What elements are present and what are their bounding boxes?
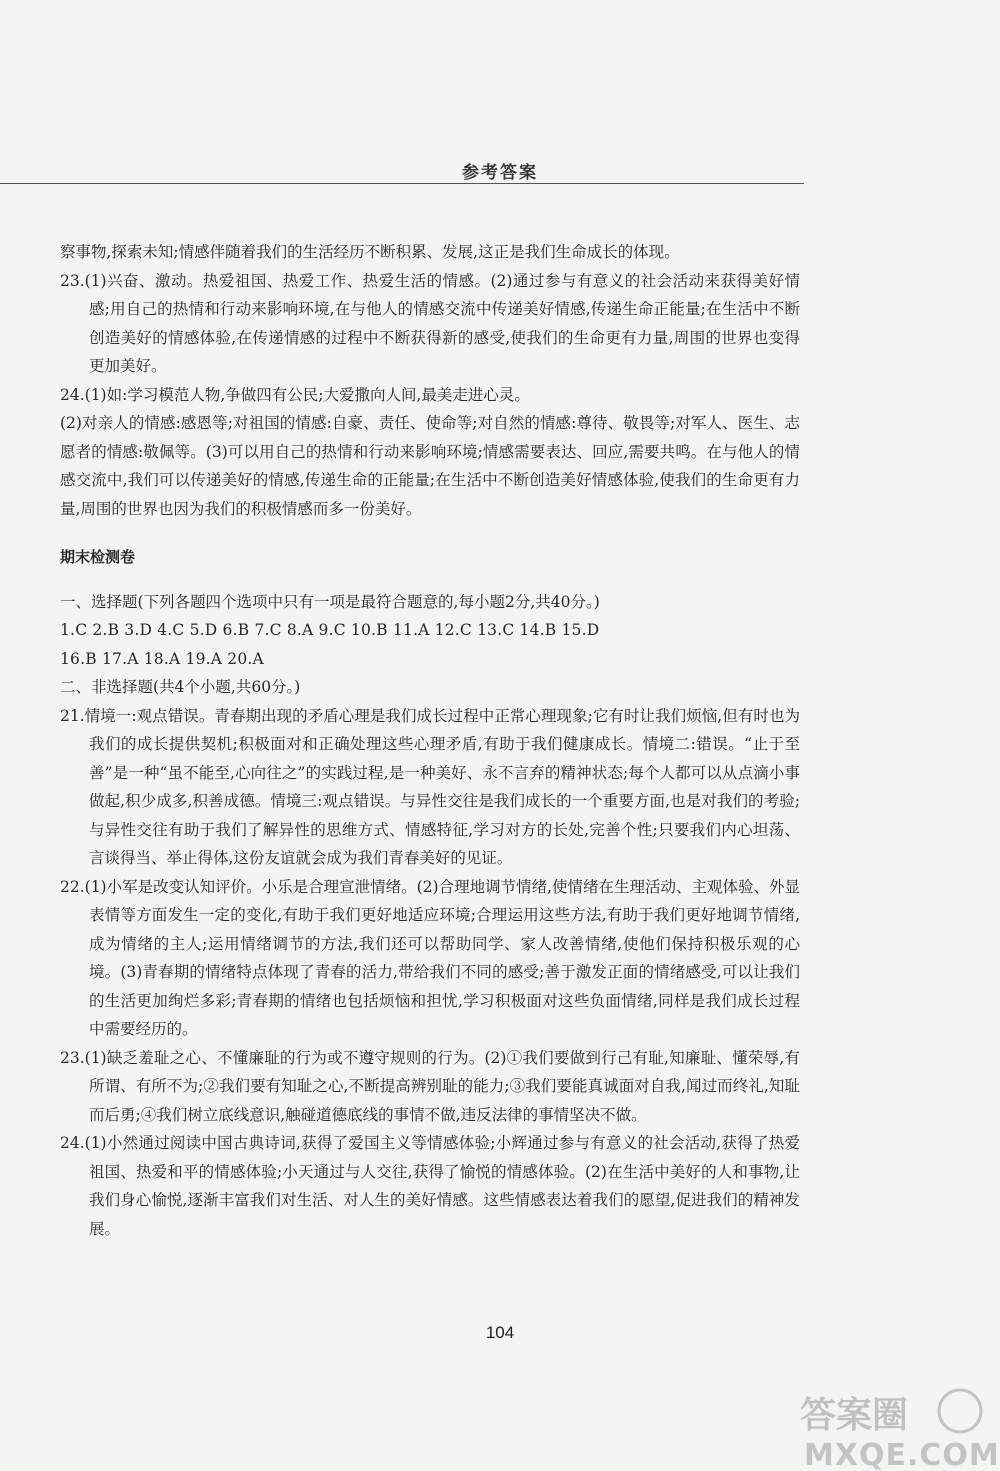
multiple-choice-answers: 1.C 2.B 3.D 4.C 5.D 6.B 7.C 8.A 9.C 10.B 11.A 12.C 13.C 14.B 15.D (60, 621, 600, 639)
multiple-choice-answers: 16.B 17.A 18.A 19.A 20.A (60, 649, 264, 668)
page-header-title: 参考答案 (462, 163, 538, 183)
answer-paragraph: 23.(1)缺乏羞耻之心、不懂廉耻的行为或不遵守规则的行为。(2)①我们要做到行己有耻,知廉耻、懂荣辱,有所谓、有所不为;②我们要有知耻之心,不断提高辨别耻的能力;③我们要能真诚面对自我,闻过而终礼,知耻而后勇;④我们树立底线意识,触碰道德底线的事情不做,违反法律的事情坚决不做。 (60, 1048, 800, 1124)
page-number: 104 (485, 1323, 515, 1342)
header-divider (0, 183, 804, 184)
answer-paragraph: 21.情境一:观点错误。青春期出现的矛盾心理是我们成长过程中正常心理现象;它有时让我们烦恼,但有时也为我们的成长提供契机;积极面对和正确处理这些心理矛盾,有助于我们健康成长。情境二:错误。“止于至善”是一种“虽不能至,心向往之”的实践过程,是一种美好、永不言弃的精神状态;每个人都可以从点滴小事做起,积少成多,积善成德。情境三:观点错误。与异性交往是我们成长的一个重要方面,也是对我们的考验;与异性交往有助于我们了解异性的思维方式、情感特征,学习对方的长处,完善个性;只要我们内心坦荡、言谈得当、举止得体,这份友谊就会成为我们青春美好的见证。 (60, 706, 800, 867)
exam-section-title: 期末检测卷 (60, 548, 136, 566)
multiple-choice-heading: 一、选择题(下列各题四个选项中只有一项是最符合题意的,每小题2分,共40分。) (60, 592, 600, 611)
non-choice-heading: 二、非选择题(共4个小题,共60分。) (60, 678, 301, 696)
watermark-url: MXQE.COM (804, 1438, 1000, 1471)
answer-paragraph: 24.(1)小然通过阅读中国古典诗词,获得了爱国主义等情感体验;小辉通过参与有意义的社会活动,获得了热爱祖国、热爱和平的情感体验;小天通过与人交往,获得了愉悦的情感体验。(2)在生活中美好的人和事物,让我们身心愉悦,逐渐丰富我们对生活、对人生的美好情感。这些情感表达着我们的愿望,促进我们的精神发展。 (60, 1134, 800, 1238)
answer-paragraph: 24.(1)如:学习模范人物,争做四有公民;大爱撒向人间,最美走进心灵。 (60, 385, 530, 404)
answer-content (60, 238, 800, 1243)
answer-paragraph: 22.(1)小军是改变认知评价。小乐是合理宣泄情绪。(2)合理地调节情绪,使情绪在生理活动、主观体验、外显表情等方面发生一定的变化,有助于我们更好地适应环境;合理运用这些方法,有助于我们更好地调节情绪,成为情绪的主人;运用情绪调节的方法,我们还可以帮助同学、家人改善情绪,使他们保持积极乐观的心境。(3)青春期的情绪特点体现了青春的活力,带给我们不同的感受;善于激发正面的情绪感受,可以让我们的生活更加绚烂多彩;青春期的情绪也包括烦恼和担忧,学习积极面对这些负面情绪,同样是我们成长过程中需要经历的。 (60, 877, 800, 1038)
watermark-main-text: 答案圈 (800, 1395, 909, 1436)
answer-paragraph: (2)对亲人的情感:感恩等;对祖国的情感:自豪、责任、使命等;对自然的情感:尊待、敬畏等;对军人、医生、志愿者的情感:敬佩等。(3)可以用自己的热情和行动来影响环境;情感需要表达、回应,需要共鸣。在与他人的情感交流中,我们可以传递美好的情感,传递生命的正能量;在生活中不断创造美好情感体验,使我们的生命更有力量,周围的世界也因为我们的积极情感而多一份美好。 (60, 414, 800, 518)
answer-paragraph: 23.(1)兴奋、激动。热爱祖国、热爱工作、热爱生活的情感。(2)通过参与有意义的社会活动来获得美好情感;用自己的热情和行动来影响环境,在与他人的情感交流中传递美好情感,传递生命正能量;在生活中不断创造美好的情感体验,在传递情感的过程中不断获得新的感受,使我们的生命更有力量,周围的世界也变得更加美好。 (60, 271, 800, 375)
watermark-logo (760, 1385, 1000, 1471)
answer-paragraph: 察事物,探索未知;情感伴随着我们的生活经历不断积累、发展,这正是我们生命成长的体现。 (60, 243, 680, 261)
